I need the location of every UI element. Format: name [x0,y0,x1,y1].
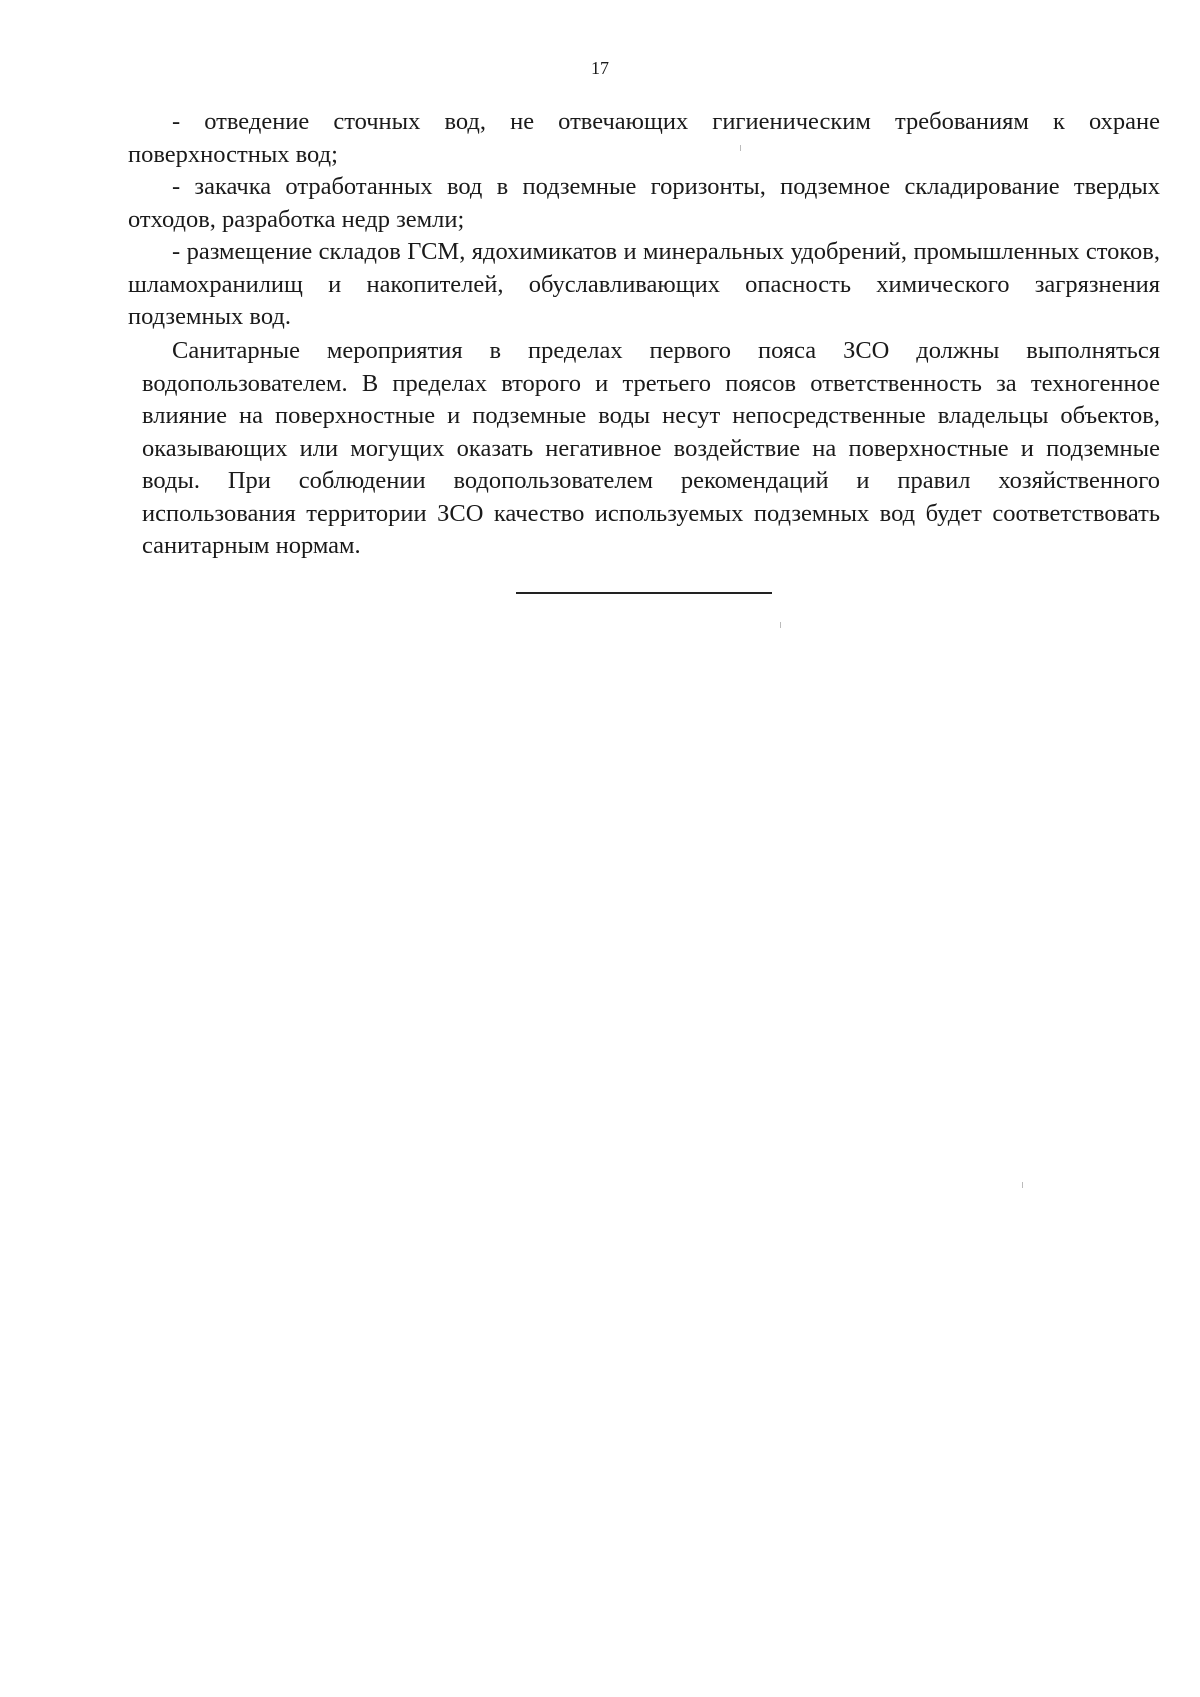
list-item: - закачка отработанных вод в подземные горизонты, подземное складирование твердых отходов, разработка недр земли; [128,173,1160,233]
list-item: - отведение сточных вод, не отвечающих гигиеническим требованиям к охране поверхностных вод; [128,108,1160,168]
scan-speck [1022,1182,1023,1188]
end-of-text-rule [516,592,772,594]
sanitary-measures-section [142,335,1160,563]
scan-speck [780,622,781,628]
scan-speck [740,145,741,151]
list-item: - размещение складов ГСМ, ядохимикатов и минеральных удобрений, промышленных стоков, шламохранилищ и накопителей, обуславливающих опасность химического загрязнения подземных вод. [128,238,1160,330]
body-paragraph: Санитарные мероприятия в пределах первого пояса ЗСО должны выполняться водопользователем. В пределах второго и третьего поясов ответственность за техногенное влияние на поверхностные и подземные воды несут непосредственные владельцы объектов, оказывающих или могущих оказать негативное воздействие на поверхностные и подземные воды. При соблюдении водопользователем рекомендаций и правил хозяйственного использования территории ЗСО качество используемых подземных вод будет соответствовать санитарным нормам. [142,337,1160,559]
restrictions-list [128,106,1160,334]
page-number: 17 [591,58,609,78]
